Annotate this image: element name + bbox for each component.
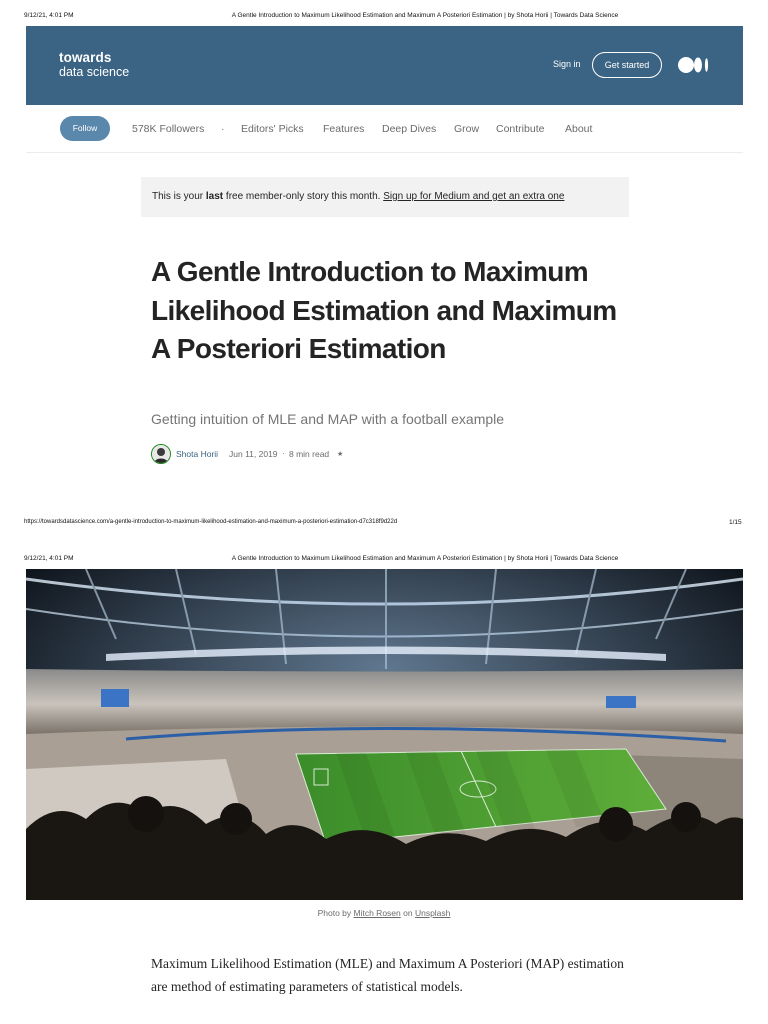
follow-button[interactable]: Follow — [60, 116, 110, 141]
paywall-prefix: This is your — [152, 191, 206, 202]
followers-count[interactable]: 578K Followers — [132, 123, 205, 135]
publish-date[interactable]: Jun 11, 2019 — [229, 449, 278, 459]
author-avatar[interactable] — [151, 444, 171, 464]
medium-logo-icon[interactable] — [678, 57, 710, 78]
print-url: https://towardsdatascience.com/a-gentle-introduction-to-maximum-likelihood-estimation-and-maximum-a-posteriori-estimation-d7c318f9d22d — [24, 519, 398, 525]
paywall-bold: last — [205, 191, 224, 202]
caption-on: on — [400, 908, 415, 918]
print-page-title: A Gentle Introduction to Maximum Likelihood Estimation and Maximum A Posteriori Estimation | by Shota Horii | Towards Data Science — [231, 12, 619, 19]
nav-separator: · — [221, 123, 225, 135]
article-subtitle: Getting intuition of MLE and MAP with a football example — [151, 411, 505, 427]
member-star-icon: ★ — [337, 451, 344, 458]
paywall-middle: free member-only story this month. — [223, 191, 384, 202]
photo-caption — [0, 908, 768, 918]
read-time: 8 min read — [289, 449, 330, 459]
nav-item-about[interactable]: About — [565, 123, 593, 135]
nav-item-contribute[interactable]: Contribute — [496, 123, 545, 135]
byline-dot: · — [282, 449, 285, 458]
nav-item-editors-picks[interactable]: Editors' Picks — [241, 123, 304, 135]
print-date: 9/12/21, 4:01 PM — [24, 12, 74, 19]
print-page-title-2: A Gentle Introduction to Maximum Likelihood Estimation and Maximum A Posteriori Estimation | by Shota Horii | Towards Data Science — [231, 555, 619, 562]
site-logo[interactable] — [59, 51, 129, 79]
paywall-banner — [141, 177, 629, 217]
unsplash-link[interactable]: Unsplash — [414, 908, 451, 918]
sign-in-link[interactable]: Sign in — [553, 59, 581, 69]
photographer-link[interactable]: Mitch Rosen — [353, 908, 401, 918]
print-date-2: 9/12/21, 4:01 PM — [24, 555, 74, 562]
signup-link[interactable]: Sign up for Medium and get an extra one — [383, 191, 565, 202]
caption-prefix: Photo by — [317, 908, 354, 918]
article-paragraph: Maximum Likelihood Estimation (MLE) and Maximum A Posteriori (MAP) estimation are method of estimating parameters of statistical models. — [151, 956, 624, 994]
site-header — [26, 26, 743, 105]
nav-item-grow[interactable]: Grow — [454, 123, 480, 135]
print-page-number: 1/15 — [729, 519, 742, 526]
logo-line1: towards — [59, 50, 112, 65]
nav-item-deep-dives[interactable]: Deep Dives — [382, 123, 437, 135]
logo-line2: data science — [59, 65, 130, 79]
get-started-button[interactable]: Get started — [592, 52, 662, 78]
article-title: A Gentle Introduction to Maximum Likelihood Estimation and Maximum A Posteriori Estimation — [151, 256, 617, 364]
author-name[interactable]: Shota Horii — [176, 449, 219, 459]
nav-item-features[interactable]: Features — [323, 123, 365, 135]
stadium-photo — [26, 569, 743, 900]
